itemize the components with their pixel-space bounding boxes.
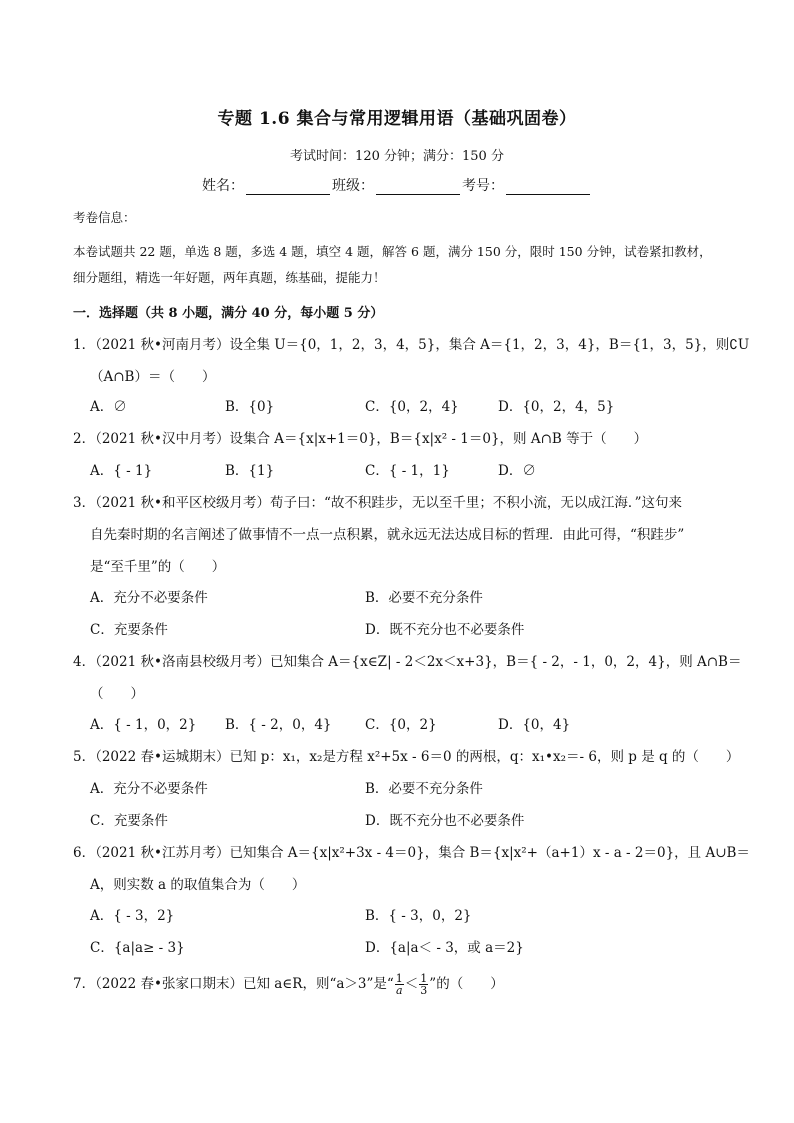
notice-line: 本卷试题共 22 题，单选 8 题，多选 4 题，填空 4 题，解答 6 题，满分 150 分，限时 150 分钟，试卷紧扣教材， <box>73 244 712 259</box>
option-c[interactable]: C．{ - 1，1} <box>365 463 450 479</box>
option-a[interactable]: A．充分不必要条件 <box>90 781 208 797</box>
fraction-denominator: 3 <box>420 984 428 997</box>
option-d[interactable]: D．{0，2，4，5} <box>498 399 615 415</box>
question-3-options-row1 <box>90 582 730 614</box>
option-a[interactable]: A．{ - 1，0，2} <box>90 717 197 733</box>
question-line: 6．（2021 秋•江苏月考）已知集合 A＝{x|x²+3x - 4＝0}，集合 B＝{x|x²+（a+1）x - a - 2＝0}，且 A∪B＝ <box>73 845 750 861</box>
option-d[interactable]: D．{0，4} <box>498 717 571 733</box>
number-blank[interactable] <box>506 180 590 195</box>
option-c[interactable]: C．{a|a≥ - 3} <box>90 940 185 956</box>
question-line: 3．（2021 秋•和平区校级月考）荀子曰：“故不积跬步，无以至千里；不积小流，无以成江海．”这句来 <box>73 495 683 511</box>
question-6 <box>73 837 750 901</box>
option-b[interactable]: B．{0} <box>225 399 275 415</box>
name-label: 姓名： <box>202 178 244 194</box>
fraction-numerator: 1 <box>395 972 403 985</box>
fraction-right <box>419 973 428 996</box>
option-b[interactable]: B．{ - 3，0，2} <box>365 908 472 924</box>
class-blank[interactable] <box>376 180 460 195</box>
question-5-options-row1 <box>90 773 730 805</box>
question-6-options-row2 <box>90 932 730 964</box>
option-c[interactable]: C．充要条件 <box>90 622 168 638</box>
question-3 <box>73 487 723 583</box>
question-6-options-row1 <box>90 900 730 932</box>
question-line: 5．（2022 春•运城期末）已知 p：x₁，x₂是方程 x²+5x - 6＝0 的两根，q：x₁•x₂＝- 6，则 p 是 q 的（ ） <box>73 749 740 765</box>
option-d[interactable]: D．既不充分也不必要条件 <box>365 813 525 829</box>
option-d[interactable]: D．∅ <box>498 463 536 479</box>
question-line: 2．（2021 秋•汉中月考）设集合 A＝{x|x+1＝0}，B＝{x|x² - 1＝0}，则 A∩B 等于（ ） <box>73 431 648 447</box>
option-d[interactable]: D．既不充分也不必要条件 <box>365 622 525 638</box>
option-b[interactable]: B．必要不充分条件 <box>365 781 483 797</box>
fraction-numerator: 1 <box>420 972 428 985</box>
question-text: 7．（2022 春•张家口期末）已知 a∈R，则“a＞3”是“ <box>73 976 394 992</box>
question-line: （ ） <box>90 686 144 702</box>
question-line: 是“至千里”的（ ） <box>90 559 226 575</box>
class-label: 班级： <box>332 178 374 194</box>
option-c[interactable]: C．充要条件 <box>90 813 168 829</box>
question-3-options-row2 <box>90 614 730 646</box>
fraction-relation: ＜ <box>404 976 419 992</box>
student-info-row <box>0 175 794 195</box>
question-7 <box>73 968 723 1000</box>
question-4-options <box>90 709 730 741</box>
option-b[interactable]: B．{ - 2，0，4} <box>225 717 332 733</box>
number-label: 考号： <box>462 178 504 194</box>
question-text: ”的（ ） <box>429 976 504 992</box>
question-1-options <box>90 391 730 423</box>
question-5-options-row2 <box>90 805 730 837</box>
fraction-left <box>395 973 404 996</box>
question-2 <box>73 423 723 455</box>
notice-text <box>73 239 733 291</box>
option-d[interactable]: D．{a|a＜ - 3，或 a＝2} <box>365 940 524 956</box>
question-4 <box>73 646 742 710</box>
question-line: 自先秦时期的名言阐述了做事情不一点一点积累，就永远无法达成目标的哲理．由此可得，“积跬步” <box>90 527 685 543</box>
question-1 <box>73 329 750 393</box>
question-5 <box>73 741 740 773</box>
question-line: （A∩B）＝（ ） <box>90 369 216 385</box>
option-c[interactable]: C．{0，2，4} <box>365 399 459 415</box>
option-a[interactable]: A．{ - 1} <box>90 463 153 479</box>
question-line: A，则实数 a 的取值集合为（ ） <box>90 877 306 893</box>
fraction-denominator: a <box>396 984 403 997</box>
option-a[interactable]: A．{ - 3，2} <box>90 908 175 924</box>
question-line <box>73 968 723 1000</box>
question-line: 1．（2021 秋•河南月考）设全集 U＝{0，1，2，3，4，5}，集合 A＝{1，2，3，4}，B＝{1，3，5}，则∁U <box>73 337 750 353</box>
notice-label: 考卷信息： <box>73 210 136 225</box>
name-blank[interactable] <box>246 180 330 195</box>
option-b[interactable]: B．{1} <box>225 463 275 479</box>
notice-line: 细分题组，精选一年好题，两年真题，练基础，提能力！ <box>73 270 386 285</box>
option-c[interactable]: C．{0，2} <box>365 717 437 733</box>
option-a[interactable]: A．充分不必要条件 <box>90 590 208 606</box>
question-2-options <box>90 455 730 487</box>
option-a[interactable]: A．∅ <box>90 399 127 415</box>
question-line: 4．（2021 秋•洛南县校级月考）已知集合 A＝{x∈Z| - 2＜2x＜x+3}，B＝{ - 2，- 1，0，2，4}，则 A∩B＝ <box>73 654 742 670</box>
page-title: 专题 1.6 集合与常用逻辑用语（基础巩固卷） <box>217 109 577 129</box>
exam-info: 考试时间：120 分钟；满分：150 分 <box>290 149 504 164</box>
section-title: 一．选择题（共 8 小题，满分 40 分，每小题 5 分） <box>73 306 384 321</box>
option-b[interactable]: B．必要不充分条件 <box>365 590 483 606</box>
